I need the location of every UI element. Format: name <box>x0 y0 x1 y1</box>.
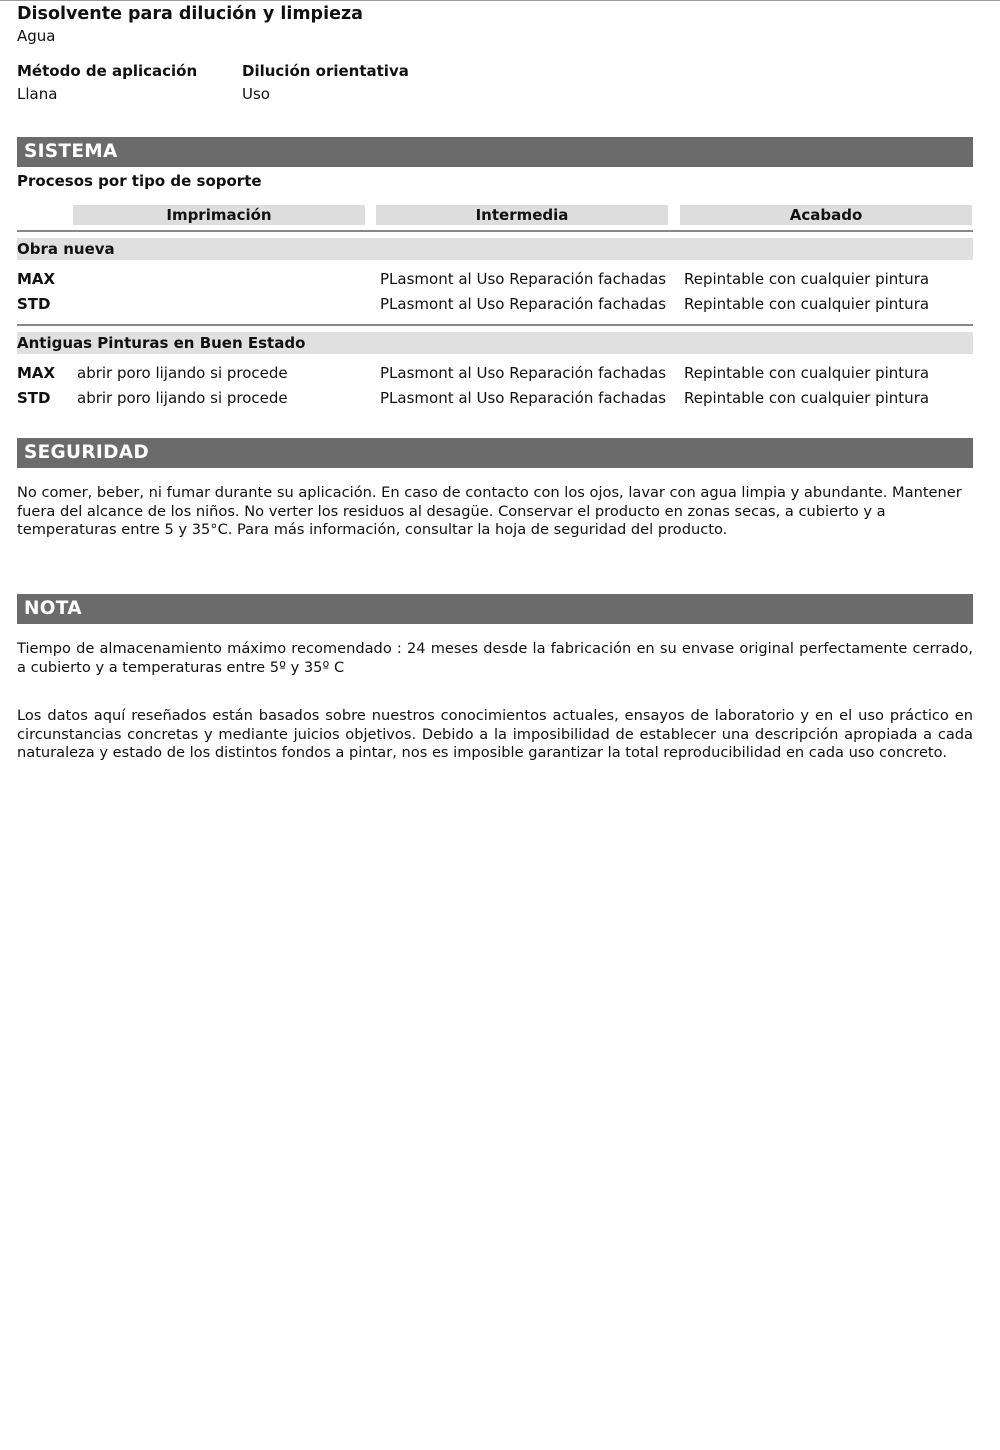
disclaimer-text: Los datos aquí reseñados están basados sobre nuestros conocimientos actuales, ensayos de laboratorio y en el uso práctico en circunstancias concretas y mediante juicios objetivos. Debido a la imposibilidad de establecer una descripción apropiada a cada naturaleza y estado de los distintos fondos a pintar, nos es imposible garantizar la total reproducibilidad en cada uso concreto. <box>17 707 973 761</box>
group-header-obra-nueva: Obra nueva <box>17 238 973 260</box>
top-border <box>0 0 1000 1</box>
method-label: Método de aplicación <box>17 62 198 80</box>
method-value: Llana <box>17 85 58 103</box>
row-level: MAX <box>17 364 56 382</box>
cell-imprimacion: abrir poro lijando si procede <box>77 389 288 407</box>
sistema-subtitle: Procesos por tipo de soporte <box>17 172 262 190</box>
product-title: Disolvente para dilución y limpieza <box>17 4 363 24</box>
cell-acabado: Repintable con cualquier pintura <box>684 295 930 313</box>
cell-acabado: Repintable con cualquier pintura <box>684 364 930 382</box>
cell-imprimacion: abrir poro lijando si procede <box>77 364 288 382</box>
section-sistema: SISTEMA <box>17 137 973 167</box>
cell-intermedia: PLasmont al Uso Reparación fachadas <box>380 270 667 288</box>
cell-intermedia: PLasmont al Uso Reparación fachadas <box>380 389 667 407</box>
solvent-value: Agua <box>17 27 56 45</box>
cell-acabado: Repintable con cualquier pintura <box>684 389 930 407</box>
column-header-intermedia: Intermedia <box>376 205 668 225</box>
cell-acabado: Repintable con cualquier pintura <box>684 270 930 288</box>
cell-intermedia: PLasmont al Uso Reparación fachadas <box>380 364 667 382</box>
group-header-antiguas-pinturas: Antiguas Pinturas en Buen Estado <box>17 332 973 354</box>
seguridad-text: No comer, beber, ni fumar durante su aplicación. En caso de contacto con los ojos, lavar con agua limpia y abundante. Mantener fuera del alcance de los niños. No verter los residuos al desagüe. Conservar el producto en zonas secas, a cubierto y a temperaturas entre 5 y 35°C. Para más información, consultar la hoja de seguridad del producto. <box>17 484 962 538</box>
table-rule <box>17 230 973 232</box>
section-nota: NOTA <box>17 594 973 624</box>
storage-note: Tiempo de almacenamiento máximo recomendado : 24 meses desde la fabricación en su envase original perfectamente cerrado, a cubierto y a temperaturas entre 5º y 35º C <box>17 640 973 676</box>
column-header-acabado: Acabado <box>680 205 972 225</box>
table-rule <box>17 324 973 326</box>
dilution-label: Dilución orientativa <box>242 62 409 80</box>
column-header-imprimacion: Imprimación <box>73 205 365 225</box>
row-level: STD <box>17 389 51 407</box>
row-level: MAX <box>17 270 56 288</box>
cell-intermedia: PLasmont al Uso Reparación fachadas <box>380 295 667 313</box>
section-seguridad: SEGURIDAD <box>17 438 973 468</box>
dilution-value: Uso <box>242 85 270 103</box>
row-level: STD <box>17 295 51 313</box>
